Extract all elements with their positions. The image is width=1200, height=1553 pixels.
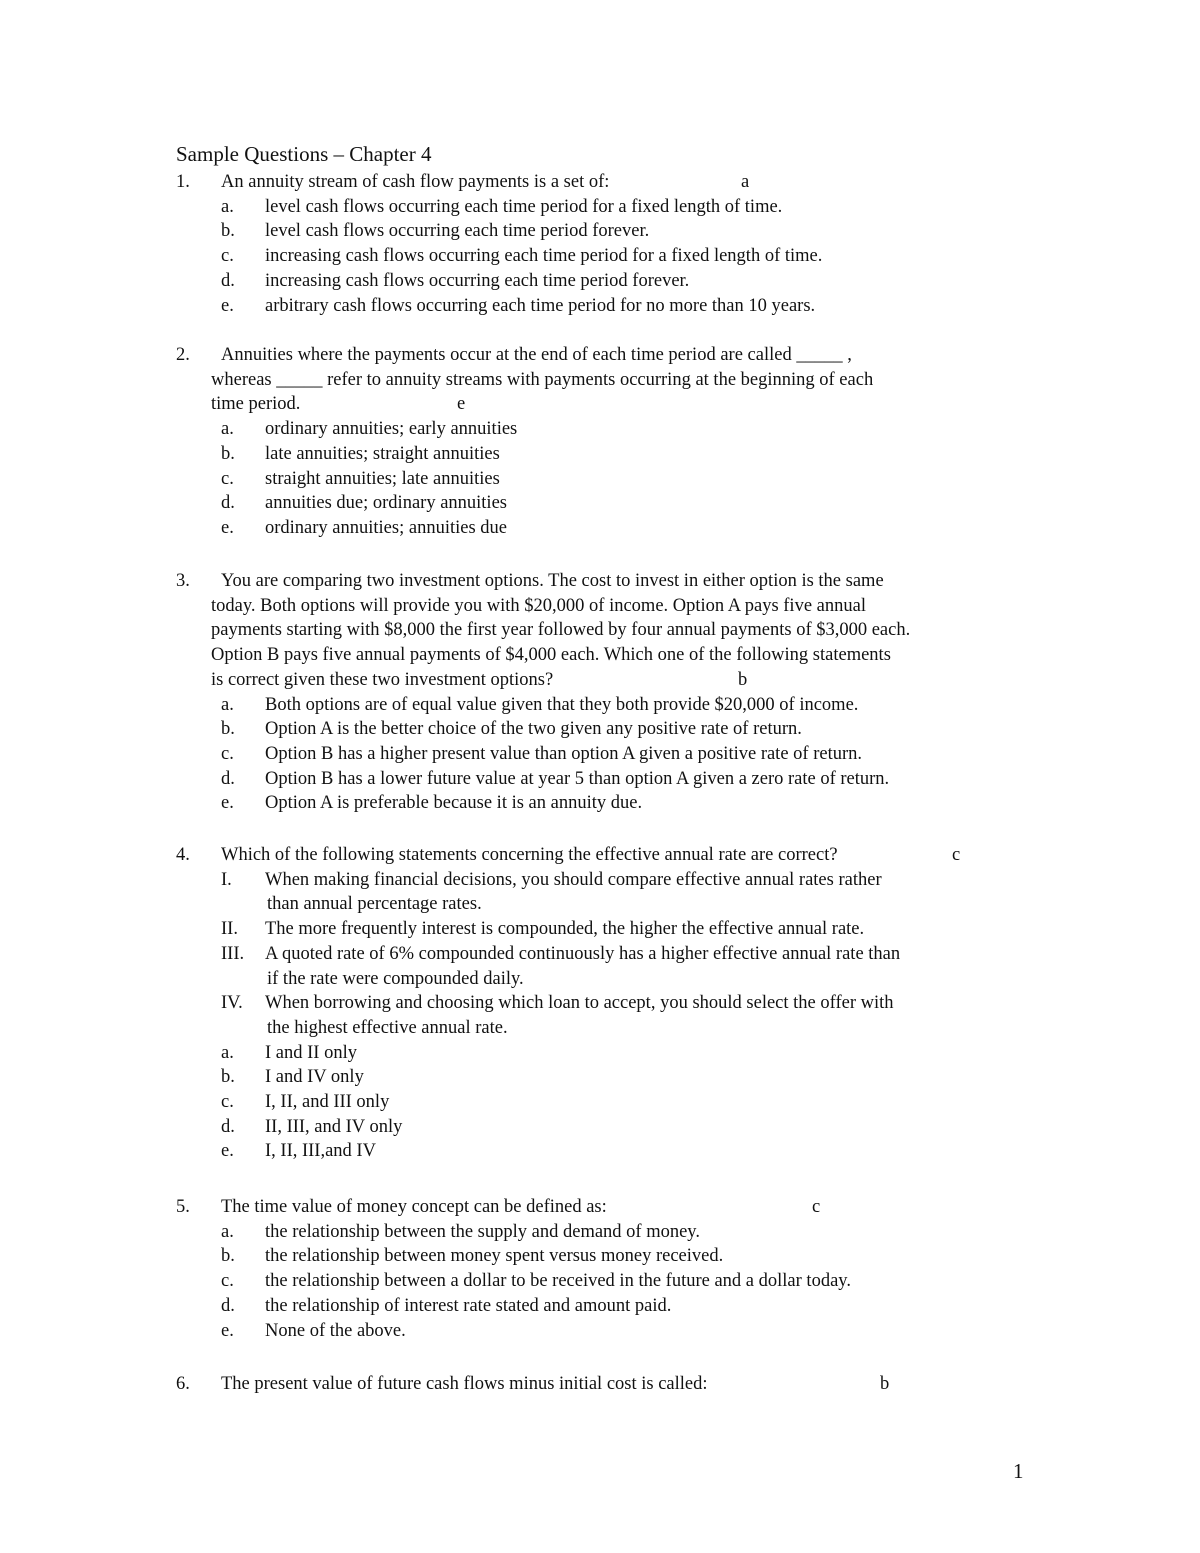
statement-text: When making financial decisions, you should compare effective annual rates rather xyxy=(265,869,882,890)
statement-text: if the rate were compounded daily. xyxy=(267,968,524,989)
statement-label: II. xyxy=(221,919,238,940)
statement-label: IV. xyxy=(221,993,243,1014)
answer-key: a xyxy=(741,172,750,192)
option-text: increasing cash flows occurring each time period forever. xyxy=(265,270,690,291)
option-label: d. xyxy=(221,1295,235,1316)
option-text: Both options are of equal value given that they both provide $20,000 of income. xyxy=(265,694,859,715)
option-label: b. xyxy=(221,221,235,242)
statement-label: I. xyxy=(221,869,232,890)
option-text: level cash flows occurring each time period forever. xyxy=(265,221,650,242)
option-label: c. xyxy=(221,1271,234,1292)
option-text: II, III, and IV only xyxy=(265,1116,403,1137)
option-text: the relationship between a dollar to be received in the future and a dollar today. xyxy=(265,1271,851,1292)
option-label: b. xyxy=(221,443,235,464)
question-number: 1. xyxy=(176,172,190,192)
option-label: e. xyxy=(221,1141,234,1162)
option-text: I and II only xyxy=(265,1042,357,1063)
answer-key: c xyxy=(952,845,961,865)
option-label: e. xyxy=(221,295,234,316)
option-label: c. xyxy=(221,743,234,764)
option-label: a. xyxy=(221,1221,234,1242)
answer-key: c xyxy=(812,1197,821,1217)
option-text: Option A is preferable because it is an annuity due. xyxy=(265,793,643,814)
option-text: straight annuities; late annuities xyxy=(265,468,500,489)
option-label: b. xyxy=(221,1067,235,1088)
question-stem-line: is correct given these two investment options? xyxy=(211,669,554,690)
statement-text: the highest effective annual rate. xyxy=(267,1017,508,1038)
option-text: Option B has a lower future value at year 5 than option A given a zero rate of return. xyxy=(265,768,890,789)
page-number: 1 xyxy=(1013,1459,1024,1483)
question-stem-line: Option B pays five annual payments of $4,000 each. Which one of the following statements xyxy=(211,645,891,666)
question-stem-line: Which of the following statements concerning the effective annual rate are correct? xyxy=(221,845,838,865)
question-stem-line: payments starting with $8,000 the first year followed by four annual payments of $3,000 each. xyxy=(211,620,911,641)
statement-text: than annual percentage rates. xyxy=(267,894,482,915)
option-text: arbitrary cash flows occurring each time period for no more than 10 years. xyxy=(265,295,816,316)
option-text: ordinary annuities; early annuities xyxy=(265,419,518,440)
option-label: e. xyxy=(221,1320,234,1341)
option-label: c. xyxy=(221,468,234,489)
question-number: 4. xyxy=(176,845,190,865)
answer-key: e xyxy=(457,394,466,415)
option-label: a. xyxy=(221,419,234,440)
option-text: increasing cash flows occurring each time period for a fixed length of time. xyxy=(265,246,823,267)
option-text: I and IV only xyxy=(265,1067,364,1088)
option-text: the relationship between money spent versus money received. xyxy=(265,1246,724,1267)
option-label: d. xyxy=(221,768,235,789)
option-text: level cash flows occurring each time period for a fixed length of time. xyxy=(265,196,783,217)
option-text: late annuities; straight annuities xyxy=(265,443,500,464)
question-stem-line: today. Both options will provide you with $20,000 of income. Option A pays five annual xyxy=(211,595,866,616)
question-number: 5. xyxy=(176,1197,190,1217)
option-label: d. xyxy=(221,493,235,514)
option-label: e. xyxy=(221,793,234,814)
question-number: 3. xyxy=(176,571,190,591)
option-label: a. xyxy=(221,1042,234,1063)
option-label: a. xyxy=(221,196,234,217)
option-text: Option A is the better choice of the two given any positive rate of return. xyxy=(265,719,802,740)
question-stem-line: An annuity stream of cash flow payments is a set of: xyxy=(221,172,610,192)
question-number: 2. xyxy=(176,345,190,365)
question-stem-line: You are comparing two investment options. The cost to invest in either option is the same xyxy=(221,571,884,591)
option-text: ordinary annuities; annuities due xyxy=(265,517,507,538)
option-text: the relationship between the supply and demand of money. xyxy=(265,1221,700,1242)
option-text: None of the above. xyxy=(265,1320,406,1341)
option-text: the relationship of interest rate stated and amount paid. xyxy=(265,1295,672,1316)
answer-key: b xyxy=(880,1374,890,1394)
option-label: b. xyxy=(221,719,235,740)
statement-text: The more frequently interest is compounded, the higher the effective annual rate. xyxy=(265,919,865,940)
option-text: Option B has a higher present value than option A given a positive rate of return. xyxy=(265,743,862,764)
option-label: e. xyxy=(221,517,234,538)
option-label: d. xyxy=(221,270,235,291)
option-label: b. xyxy=(221,1246,235,1267)
option-text: I, II, III,and IV xyxy=(265,1141,376,1162)
option-label: a. xyxy=(221,694,234,715)
question-stem-line: time period. xyxy=(211,394,301,415)
question-stem-line: The present value of future cash flows minus initial cost is called: xyxy=(221,1374,708,1394)
question-number: 6. xyxy=(176,1374,190,1394)
statement-label: III. xyxy=(221,943,245,964)
statement-text: A quoted rate of 6% compounded continuously has a higher effective annual rate than xyxy=(265,943,901,964)
statement-text: When borrowing and choosing which loan to accept, you should select the offer with xyxy=(265,993,894,1014)
question-stem-line: Annuities where the payments occur at the end of each time period are called _____ , xyxy=(221,345,852,365)
page-title: Sample Questions – Chapter 4 xyxy=(176,142,432,166)
question-stem-line: whereas _____ refer to annuity streams with payments occurring at the beginning of each xyxy=(211,369,874,390)
option-label: d. xyxy=(221,1116,235,1137)
option-text: annuities due; ordinary annuities xyxy=(265,493,507,514)
option-text: I, II, and III only xyxy=(265,1092,390,1112)
option-label: c. xyxy=(221,246,234,267)
option-label: c. xyxy=(221,1092,234,1112)
question-stem-line: The time value of money concept can be defined as: xyxy=(221,1197,607,1217)
answer-key: b xyxy=(738,669,748,690)
